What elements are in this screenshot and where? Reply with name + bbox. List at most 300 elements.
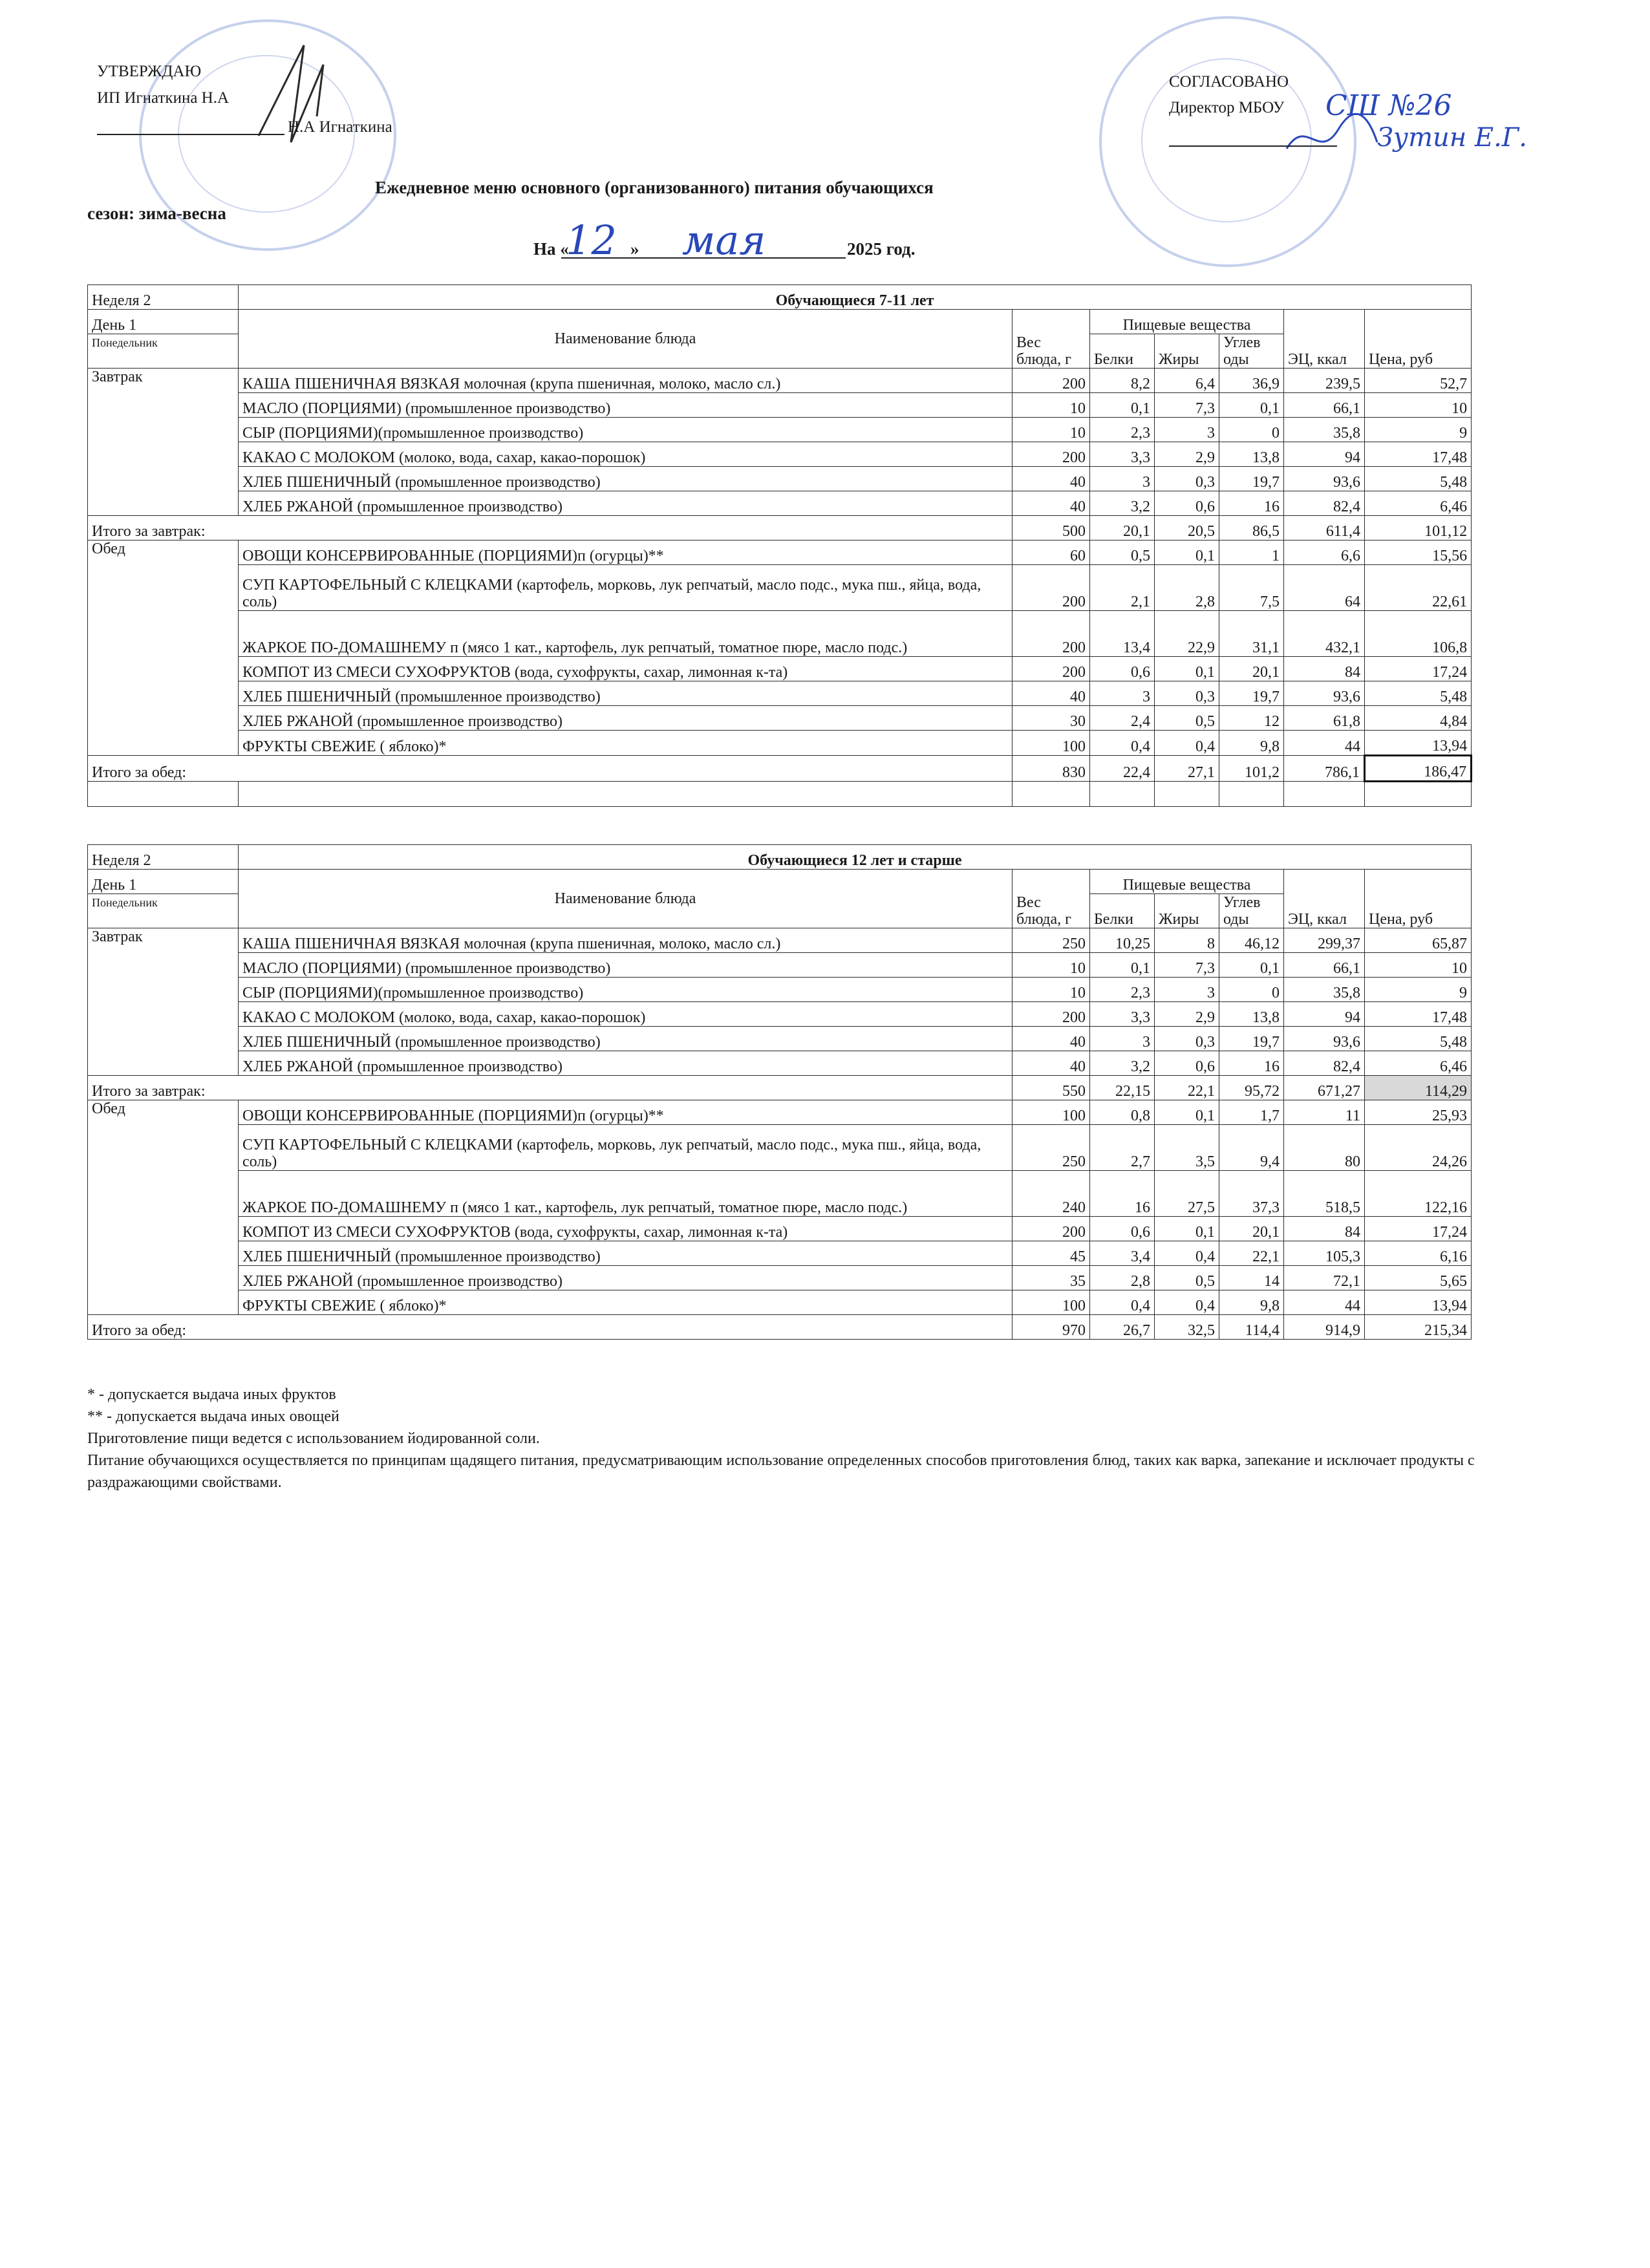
dish-energy: 94 <box>1284 442 1365 467</box>
dish-carbs: 37,3 <box>1219 1171 1284 1217</box>
dish-price: 6,16 <box>1365 1241 1472 1266</box>
group-label: Обучающиеся 7-11 лет <box>239 285 1472 310</box>
dish-fat: 2,9 <box>1155 1002 1219 1027</box>
dish-price: 9 <box>1365 418 1472 442</box>
dish-carbs: 0 <box>1219 978 1284 1002</box>
breakfast-item-row <box>88 418 1472 442</box>
dish-weight: 40 <box>1012 681 1090 706</box>
total-weight: 550 <box>1012 1076 1090 1100</box>
dish-price: 17,48 <box>1365 442 1472 467</box>
dish-price: 122,16 <box>1365 1171 1472 1217</box>
date-month-handwritten: мая <box>682 217 766 264</box>
dish-weight: 200 <box>1012 611 1090 657</box>
dish-protein: 3,2 <box>1090 1051 1155 1076</box>
lunch-item-row <box>88 611 1472 657</box>
dish-energy: 432,1 <box>1284 611 1365 657</box>
date-day-handwritten: 12 <box>566 217 617 264</box>
dish-protein: 0,1 <box>1090 393 1155 418</box>
dish-price: 5,48 <box>1365 1027 1472 1051</box>
dish-weight: 200 <box>1012 1002 1090 1027</box>
dish-name: ХЛЕБ РЖАНОЙ (промышленное производство) <box>239 491 1012 516</box>
week-label: Неделя 2 <box>88 285 239 310</box>
dish-energy: 299,37 <box>1284 928 1365 953</box>
dish-weight: 200 <box>1012 657 1090 681</box>
dish-price: 106,8 <box>1365 611 1472 657</box>
spacer-row <box>88 782 1472 807</box>
dish-price: 6,46 <box>1365 491 1472 516</box>
breakfast-item-row <box>88 928 1472 953</box>
dish-protein: 3,3 <box>1090 442 1155 467</box>
dish-energy: 11 <box>1284 1100 1365 1125</box>
spacer <box>1090 782 1155 807</box>
dish-energy: 66,1 <box>1284 393 1365 418</box>
dish-protein: 3,4 <box>1090 1241 1155 1266</box>
col-nutrients: Пищевые вещества <box>1090 870 1284 894</box>
dish-price: 24,26 <box>1365 1125 1472 1171</box>
total-protein: 22,15 <box>1090 1076 1155 1100</box>
breakfast-item-row <box>88 369 1472 393</box>
dish-protein: 2,7 <box>1090 1125 1155 1171</box>
spacer <box>88 782 239 807</box>
dish-name: ЖАРКОЕ ПО-ДОМАШНЕМУ п (мясо 1 кат., картофель, лук репчатый, томатное пюре, масло подс.) <box>239 1171 1012 1217</box>
dish-carbs: 9,8 <box>1219 1290 1284 1315</box>
dish-energy: 82,4 <box>1284 491 1365 516</box>
lunch-item-row <box>88 1100 1472 1125</box>
dish-price: 4,84 <box>1365 706 1472 731</box>
col-energy: ЭЦ, ккал <box>1284 310 1365 369</box>
col-energy: ЭЦ, ккал <box>1284 870 1365 928</box>
dish-name: СУП КАРТОФЕЛЬНЫЙ С КЛЕЦКАМИ (картофель, морковь, лук репчатый, масло подс., мука пш., яйца, вода, соль) <box>239 565 1012 611</box>
menu-table-7-11 <box>87 284 1472 807</box>
date-prefix: На « <box>533 239 569 259</box>
dish-energy: 72,1 <box>1284 1266 1365 1290</box>
note-salt: Приготовление пищи ведется с использованием йодированной соли. <box>87 1430 540 1447</box>
dish-protein: 0,6 <box>1090 657 1155 681</box>
total-carbs: 95,72 <box>1219 1076 1284 1100</box>
lunch-rows <box>88 540 1472 756</box>
dish-weight: 40 <box>1012 467 1090 491</box>
dish-carbs: 19,7 <box>1219 467 1284 491</box>
dish-fat: 0,3 <box>1155 1027 1219 1051</box>
breakfast-rows <box>88 928 1472 1076</box>
breakfast-item-row <box>88 1027 1472 1051</box>
dish-price: 52,7 <box>1365 369 1472 393</box>
agreement-handwritten-school: СШ №26 <box>1325 89 1452 122</box>
breakfast-item-row <box>88 1002 1472 1027</box>
col-fat: Жиры <box>1155 894 1219 928</box>
dish-fat: 3,5 <box>1155 1125 1219 1171</box>
dish-carbs: 7,5 <box>1219 565 1284 611</box>
dish-protein: 0,8 <box>1090 1100 1155 1125</box>
col-price: Цена, руб <box>1365 870 1472 928</box>
dish-carbs: 1 <box>1219 540 1284 565</box>
dish-name: СЫР (ПОРЦИЯМИ)(промышленное производство) <box>239 418 1012 442</box>
notes-block <box>87 1384 1497 1493</box>
dish-fat: 0,4 <box>1155 1241 1219 1266</box>
col-fat: Жиры <box>1155 334 1219 369</box>
dish-name: КАКАО С МОЛОКОМ (молоко, вода, сахар, какао-порошок) <box>239 442 1012 467</box>
dish-carbs: 31,1 <box>1219 611 1284 657</box>
dish-fat: 0,6 <box>1155 491 1219 516</box>
dish-fat: 2,8 <box>1155 565 1219 611</box>
note-diet: Питание обучающихся осуществляется по принципам щадящего питания, предусматривающим использование определенных способов приготовления блюд, таких как варка, запекание и исключает продукты с раздражающими свойствами. <box>87 1452 1475 1491</box>
dish-energy: 44 <box>1284 1290 1365 1315</box>
dish-fat: 0,5 <box>1155 1266 1219 1290</box>
dish-name: ФРУКТЫ СВЕЖИЕ ( яблоко)* <box>239 1290 1012 1315</box>
dish-price: 9 <box>1365 978 1472 1002</box>
dish-energy: 93,6 <box>1284 681 1365 706</box>
dish-carbs: 13,8 <box>1219 442 1284 467</box>
dish-weight: 45 <box>1012 1241 1090 1266</box>
dish-protein: 0,4 <box>1090 731 1155 756</box>
total-label: Итого за завтрак: <box>88 1076 1012 1100</box>
dish-name: СУП КАРТОФЕЛЬНЫЙ С КЛЕЦКАМИ (картофель, морковь, лук репчатый, масло подс., мука пш., яйца, вода, соль) <box>239 1125 1012 1171</box>
lunch-rows <box>88 1100 1472 1315</box>
dish-price: 5,48 <box>1365 467 1472 491</box>
dish-energy: 239,5 <box>1284 369 1365 393</box>
dish-fat: 22,9 <box>1155 611 1219 657</box>
dish-weight: 200 <box>1012 1217 1090 1241</box>
lunch-item-row <box>88 1125 1472 1171</box>
dish-weight: 30 <box>1012 706 1090 731</box>
total-fat: 22,1 <box>1155 1076 1219 1100</box>
dish-price: 13,94 <box>1365 1290 1472 1315</box>
weekday-label: Понедельник <box>88 334 239 369</box>
dish-fat: 6,4 <box>1155 369 1219 393</box>
lunch-item-row <box>88 540 1472 565</box>
dish-energy: 80 <box>1284 1125 1365 1171</box>
day-label: День 1 <box>88 870 239 894</box>
dish-carbs: 0,1 <box>1219 393 1284 418</box>
dish-protein: 3 <box>1090 681 1155 706</box>
dish-carbs: 0 <box>1219 418 1284 442</box>
spacer <box>1219 782 1284 807</box>
spacer <box>1012 782 1090 807</box>
dish-weight: 100 <box>1012 1100 1090 1125</box>
dish-protein: 2,4 <box>1090 706 1155 731</box>
dish-energy: 518,5 <box>1284 1171 1365 1217</box>
dish-fat: 7,3 <box>1155 393 1219 418</box>
dish-energy: 93,6 <box>1284 1027 1365 1051</box>
agreement-handwritten-name: Зутин Е.Г. <box>1377 123 1527 153</box>
dish-fat: 0,6 <box>1155 1051 1219 1076</box>
total-protein: 20,1 <box>1090 516 1155 540</box>
dish-weight: 250 <box>1012 928 1090 953</box>
dish-fat: 0,1 <box>1155 657 1219 681</box>
total-fat: 32,5 <box>1155 1315 1219 1340</box>
lunch-item-row <box>88 1241 1472 1266</box>
dish-fat: 0,5 <box>1155 706 1219 731</box>
dish-price: 15,56 <box>1365 540 1472 565</box>
lunch-item-row <box>88 706 1472 731</box>
dish-weight: 240 <box>1012 1171 1090 1217</box>
meal-label: Обед <box>88 540 239 756</box>
dish-weight: 10 <box>1012 953 1090 978</box>
dish-fat: 0,4 <box>1155 731 1219 756</box>
col-weight: Вес блюда, г <box>1012 870 1090 928</box>
date-year: 2025 год. <box>847 239 916 259</box>
dish-name: ХЛЕБ РЖАНОЙ (промышленное производство) <box>239 1266 1012 1290</box>
dish-energy: 66,1 <box>1284 953 1365 978</box>
group-label: Обучающиеся 12 лет и старше <box>239 845 1472 870</box>
season-label: сезон: зима-весна <box>87 204 226 223</box>
dish-protein: 8,2 <box>1090 369 1155 393</box>
dish-name: МАСЛО (ПОРЦИЯМИ) (промышленное производство) <box>239 393 1012 418</box>
dish-name: КОМПОТ ИЗ СМЕСИ СУХОФРУКТОВ (вода, сухофрукты, сахар, лимонная к-та) <box>239 657 1012 681</box>
dish-protein: 3 <box>1090 1027 1155 1051</box>
dish-name: ХЛЕБ ПШЕНИЧНЫЙ (промышленное производство) <box>239 681 1012 706</box>
breakfast-total-row <box>88 516 1472 540</box>
dish-protein: 2,3 <box>1090 418 1155 442</box>
dish-weight: 10 <box>1012 393 1090 418</box>
dish-price: 22,61 <box>1365 565 1472 611</box>
dish-protein: 3,3 <box>1090 1002 1155 1027</box>
dish-fat: 0,1 <box>1155 1217 1219 1241</box>
dish-name: ХЛЕБ РЖАНОЙ (промышленное производство) <box>239 1051 1012 1076</box>
dish-energy: 44 <box>1284 731 1365 756</box>
lunch-item-row <box>88 1266 1472 1290</box>
total-label: Итого за завтрак: <box>88 516 1012 540</box>
dish-name: ОВОЩИ КОНСЕРВИРОВАННЫЕ (ПОРЦИЯМИ)п (огурцы)** <box>239 540 1012 565</box>
dish-protein: 0,4 <box>1090 1290 1155 1315</box>
total-energy: 786,1 <box>1284 756 1365 782</box>
weekday-label: Понедельник <box>88 894 239 928</box>
date-mid: » <box>630 239 639 259</box>
col-weight: Вес блюда, г <box>1012 310 1090 369</box>
dish-weight: 10 <box>1012 418 1090 442</box>
dish-fat: 0,3 <box>1155 681 1219 706</box>
dish-carbs: 36,9 <box>1219 369 1284 393</box>
dish-weight: 35 <box>1012 1266 1090 1290</box>
dish-protein: 2,1 <box>1090 565 1155 611</box>
dish-name: ХЛЕБ РЖАНОЙ (промышленное производство) <box>239 706 1012 731</box>
total-price: 101,12 <box>1365 516 1472 540</box>
dish-carbs: 46,12 <box>1219 928 1284 953</box>
dish-price: 5,65 <box>1365 1266 1472 1290</box>
lunch-item-row <box>88 657 1472 681</box>
date-underline <box>561 257 846 259</box>
lunch-item-row <box>88 1171 1472 1217</box>
dish-name: ХЛЕБ ПШЕНИЧНЫЙ (промышленное производство) <box>239 467 1012 491</box>
dish-protein: 3 <box>1090 467 1155 491</box>
dish-carbs: 16 <box>1219 491 1284 516</box>
approval-org: ИП Игнаткина Н.А <box>97 89 230 107</box>
dish-carbs: 20,1 <box>1219 657 1284 681</box>
dish-energy: 82,4 <box>1284 1051 1365 1076</box>
dish-price: 65,87 <box>1365 928 1472 953</box>
col-protein: Белки <box>1090 894 1155 928</box>
dish-energy: 64 <box>1284 565 1365 611</box>
dish-protein: 0,5 <box>1090 540 1155 565</box>
dish-name: КОМПОТ ИЗ СМЕСИ СУХОФРУКТОВ (вода, сухофрукты, сахар, лимонная к-та) <box>239 1217 1012 1241</box>
agreement-label: СОГЛАСОВАНО <box>1169 73 1289 91</box>
col-price: Цена, руб <box>1365 310 1472 369</box>
agreement-sign-line <box>1169 145 1337 147</box>
total-price: 114,29 <box>1365 1076 1472 1100</box>
menu-table-12-plus <box>87 844 1472 1340</box>
breakfast-item-row <box>88 953 1472 978</box>
breakfast-item-row <box>88 978 1472 1002</box>
total-carbs: 86,5 <box>1219 516 1284 540</box>
dish-price: 6,46 <box>1365 1051 1472 1076</box>
total-label: Итого за обед: <box>88 756 1012 782</box>
col-carbs: Углев оды <box>1219 334 1284 369</box>
dish-weight: 200 <box>1012 442 1090 467</box>
total-weight: 970 <box>1012 1315 1090 1340</box>
approval-signer: Н.А Игнаткина <box>288 118 392 136</box>
dish-name: ЖАРКОЕ ПО-ДОМАШНЕМУ п (мясо 1 кат., картофель, лук репчатый, томатное пюре, масло подс.) <box>239 611 1012 657</box>
dish-carbs: 19,7 <box>1219 681 1284 706</box>
dish-weight: 40 <box>1012 1027 1090 1051</box>
dish-fat: 2,9 <box>1155 442 1219 467</box>
col-protein: Белки <box>1090 334 1155 369</box>
total-carbs: 101,2 <box>1219 756 1284 782</box>
dish-weight: 200 <box>1012 565 1090 611</box>
total-protein: 22,4 <box>1090 756 1155 782</box>
breakfast-item-row <box>88 491 1472 516</box>
dish-protein: 0,1 <box>1090 953 1155 978</box>
total-price: 215,34 <box>1365 1315 1472 1340</box>
dish-carbs: 0,1 <box>1219 953 1284 978</box>
dish-protein: 2,8 <box>1090 1266 1155 1290</box>
dish-energy: 6,6 <box>1284 540 1365 565</box>
dish-name: СЫР (ПОРЦИЯМИ)(промышленное производство) <box>239 978 1012 1002</box>
total-weight: 500 <box>1012 516 1090 540</box>
total-protein: 26,7 <box>1090 1315 1155 1340</box>
dish-carbs: 14 <box>1219 1266 1284 1290</box>
lunch-item-row <box>88 681 1472 706</box>
dish-fat: 8 <box>1155 928 1219 953</box>
lunch-item-row <box>88 1290 1472 1315</box>
dish-carbs: 19,7 <box>1219 1027 1284 1051</box>
dish-weight: 40 <box>1012 491 1090 516</box>
note-vegetables: ** - допускается выдача иных овощей <box>87 1408 339 1425</box>
total-energy: 671,27 <box>1284 1076 1365 1100</box>
dish-name: ХЛЕБ ПШЕНИЧНЫЙ (промышленное производство) <box>239 1241 1012 1266</box>
dish-energy: 84 <box>1284 1217 1365 1241</box>
spacer <box>1155 782 1219 807</box>
breakfast-item-row <box>88 393 1472 418</box>
dish-energy: 94 <box>1284 1002 1365 1027</box>
breakfast-total-row <box>88 1076 1472 1100</box>
dish-carbs: 13,8 <box>1219 1002 1284 1027</box>
dish-carbs: 16 <box>1219 1051 1284 1076</box>
dish-price: 17,24 <box>1365 1217 1472 1241</box>
lunch-item-row <box>88 1217 1472 1241</box>
week-label: Неделя 2 <box>88 845 239 870</box>
total-label: Итого за обед: <box>88 1315 1012 1340</box>
dish-carbs: 9,4 <box>1219 1125 1284 1171</box>
dish-energy: 35,8 <box>1284 978 1365 1002</box>
total-fat: 20,5 <box>1155 516 1219 540</box>
dish-weight: 100 <box>1012 1290 1090 1315</box>
meal-label: Завтрак <box>88 369 239 516</box>
dish-name: ОВОЩИ КОНСЕРВИРОВАННЫЕ (ПОРЦИЯМИ)п (огурцы)** <box>239 1100 1012 1125</box>
dish-carbs: 20,1 <box>1219 1217 1284 1241</box>
dish-price: 25,93 <box>1365 1100 1472 1125</box>
dish-name: КАКАО С МОЛОКОМ (молоко, вода, сахар, какао-порошок) <box>239 1002 1012 1027</box>
dish-energy: 105,3 <box>1284 1241 1365 1266</box>
dish-protein: 2,3 <box>1090 978 1155 1002</box>
dish-fat: 27,5 <box>1155 1171 1219 1217</box>
dish-fat: 3 <box>1155 978 1219 1002</box>
dish-carbs: 9,8 <box>1219 731 1284 756</box>
dish-price: 17,24 <box>1365 657 1472 681</box>
dish-fat: 0,3 <box>1155 467 1219 491</box>
col-dish-name: Наименование блюда <box>239 870 1012 928</box>
lunch-item-row <box>88 565 1472 611</box>
page-title: Ежедневное меню основного (организованного) питания обучающихся <box>375 178 934 197</box>
dish-weight: 200 <box>1012 369 1090 393</box>
breakfast-item-row <box>88 1051 1472 1076</box>
col-carbs: Углев оды <box>1219 894 1284 928</box>
breakfast-item-row <box>88 442 1472 467</box>
col-dish-name: Наименование блюда <box>239 310 1012 369</box>
dish-carbs: 22,1 <box>1219 1241 1284 1266</box>
dish-weight: 10 <box>1012 978 1090 1002</box>
dish-price: 17,48 <box>1365 1002 1472 1027</box>
breakfast-rows <box>88 369 1472 516</box>
lunch-item-row <box>88 731 1472 756</box>
total-weight: 830 <box>1012 756 1090 782</box>
dish-energy: 93,6 <box>1284 467 1365 491</box>
total-energy: 914,9 <box>1284 1315 1365 1340</box>
dish-protein: 10,25 <box>1090 928 1155 953</box>
agreement-org: Директор МБОУ <box>1169 99 1285 116</box>
total-price: 186,47 <box>1365 756 1472 782</box>
lunch-total-row <box>88 1315 1472 1340</box>
dish-carbs: 1,7 <box>1219 1100 1284 1125</box>
dish-fat: 0,4 <box>1155 1290 1219 1315</box>
breakfast-item-row <box>88 467 1472 491</box>
spacer <box>1284 782 1365 807</box>
dish-name: МАСЛО (ПОРЦИЯМИ) (промышленное производство) <box>239 953 1012 978</box>
meal-label: Завтрак <box>88 928 239 1076</box>
dish-weight: 40 <box>1012 1051 1090 1076</box>
dish-name: КАША ПШЕНИЧНАЯ ВЯЗКАЯ молочная (крупа пшеничная, молоко, масло сл.) <box>239 369 1012 393</box>
dish-fat: 7,3 <box>1155 953 1219 978</box>
dish-name: ФРУКТЫ СВЕЖИЕ ( яблоко)* <box>239 731 1012 756</box>
col-nutrients: Пищевые вещества <box>1090 310 1284 334</box>
dish-name: КАША ПШЕНИЧНАЯ ВЯЗКАЯ молочная (крупа пшеничная, молоко, масло сл.) <box>239 928 1012 953</box>
dish-weight: 60 <box>1012 540 1090 565</box>
dish-protein: 16 <box>1090 1171 1155 1217</box>
dish-fat: 3 <box>1155 418 1219 442</box>
note-fruits: * - допускается выдача иных фруктов <box>87 1386 336 1403</box>
dish-price: 10 <box>1365 953 1472 978</box>
total-fat: 27,1 <box>1155 756 1219 782</box>
spacer <box>239 782 1012 807</box>
dish-protein: 0,6 <box>1090 1217 1155 1241</box>
dish-carbs: 12 <box>1219 706 1284 731</box>
total-carbs: 114,4 <box>1219 1315 1284 1340</box>
total-energy: 611,4 <box>1284 516 1365 540</box>
dish-price: 10 <box>1365 393 1472 418</box>
lunch-total-row <box>88 756 1472 782</box>
approval-sign-line <box>97 134 284 135</box>
meal-label: Обед <box>88 1100 239 1315</box>
dish-price: 13,94 <box>1365 731 1472 756</box>
dish-energy: 84 <box>1284 657 1365 681</box>
dish-name: ХЛЕБ ПШЕНИЧНЫЙ (промышленное производство) <box>239 1027 1012 1051</box>
dish-fat: 0,1 <box>1155 540 1219 565</box>
dish-energy: 35,8 <box>1284 418 1365 442</box>
dish-protein: 3,2 <box>1090 491 1155 516</box>
approval-label: УТВЕРЖДАЮ <box>97 63 202 80</box>
dish-weight: 250 <box>1012 1125 1090 1171</box>
dish-weight: 100 <box>1012 731 1090 756</box>
dish-fat: 0,1 <box>1155 1100 1219 1125</box>
